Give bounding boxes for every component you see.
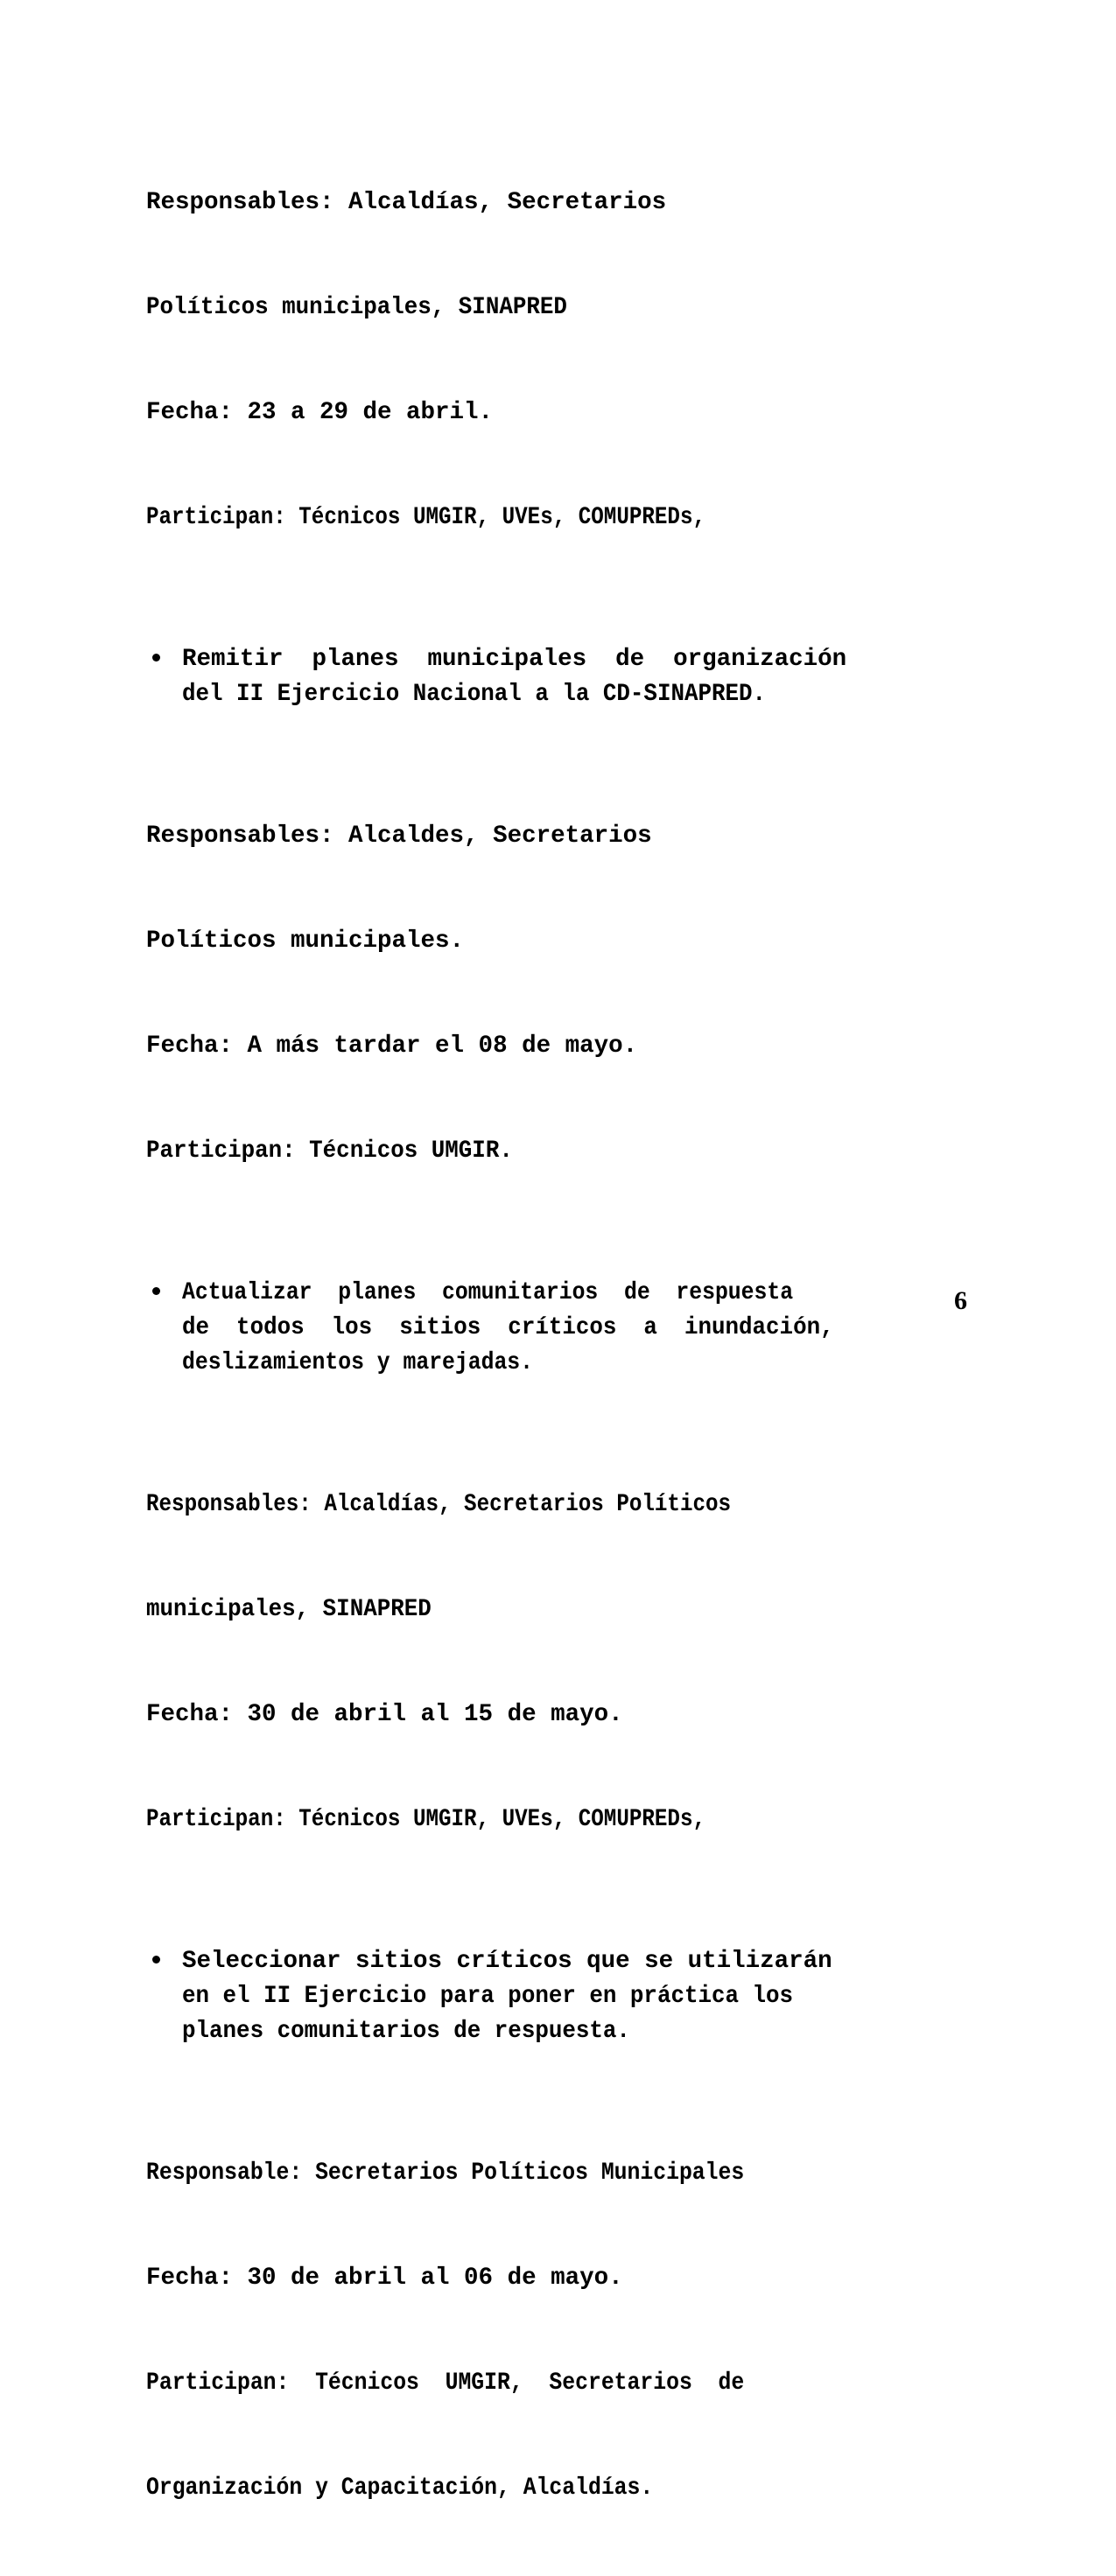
meta-line: Responsable: Secretarios Políticos Municipales [146, 2160, 745, 2187]
page-content [146, 116, 920, 2576]
bullet-line: de todos los sitios críticos a inundación, [182, 1314, 834, 1341]
spacer [146, 712, 920, 749]
bullet-line: deslizamientos y marejadas. [182, 1349, 534, 1376]
meta-block-responsables-4 [146, 2086, 920, 2576]
bullet-line: del II Ejercicio Nacional a la CD-SINAPRED. [182, 681, 767, 708]
meta-line: Políticos municipales. [146, 928, 465, 955]
meta-line: Organización y Capacitación, Alcaldías. [146, 2474, 654, 2502]
meta-line: Participan: Técnicos UMGIR, Secretarios de [146, 2370, 745, 2397]
spacer [146, 1908, 920, 1944]
bullet-line: Actualizar planes comunitarios de respuesta [182, 1279, 794, 1306]
spacer [146, 2049, 920, 2086]
meta-line: Fecha: 30 de abril al 06 de mayo. [146, 2264, 623, 2292]
meta-block-responsables-3 [146, 1418, 920, 1908]
meta-line: Fecha: A más tardar el 08 de mayo. [146, 1032, 638, 1060]
bullet-line: Seleccionar sitios críticos que se utilizarán [182, 1948, 832, 1975]
bullet-line: planes comunitarios de respuesta. [182, 2018, 630, 2045]
spacer [146, 1381, 920, 1418]
bullet-dot-icon [152, 1287, 160, 1295]
spacer [146, 1239, 920, 1276]
list-item [146, 1944, 920, 2049]
list-item [146, 642, 920, 712]
meta-line: Políticos municipales, SINAPRED [146, 294, 567, 321]
bullet-dot-icon [152, 654, 160, 662]
meta-line: Responsables: Alcaldes, Secretarios [146, 822, 652, 850]
meta-line: Participan: Técnicos UMGIR. [146, 1138, 513, 1165]
meta-block-responsables-2 [146, 749, 920, 1239]
meta-line: Participan: Técnicos UMGIR, UVEs, COMUPREDs, [146, 504, 705, 531]
meta-line: municipales, SINAPRED [146, 1596, 432, 1623]
spacer [146, 606, 920, 642]
meta-line: Participan: Técnicos UMGIR, UVEs, COMUPREDs, [146, 1806, 705, 1833]
page-number: 6 [954, 1286, 967, 1315]
meta-line: Fecha: 30 de abril al 15 de mayo. [146, 1701, 623, 1728]
bullet-line: en el II Ejercicio para poner en práctica los [182, 1983, 794, 2010]
bullet-dot-icon [152, 1956, 160, 1964]
meta-line: Responsables: Alcaldías, Secretarios [146, 189, 667, 216]
meta-block-responsables-1 [146, 116, 920, 606]
bullet-line: Remitir planes municipales de organización [182, 646, 847, 673]
meta-line: Fecha: 23 a 29 de abril. [146, 399, 494, 426]
meta-line: Responsables: Alcaldías, Secretarios Políticos [146, 1491, 732, 1518]
list-item [146, 1276, 920, 1381]
